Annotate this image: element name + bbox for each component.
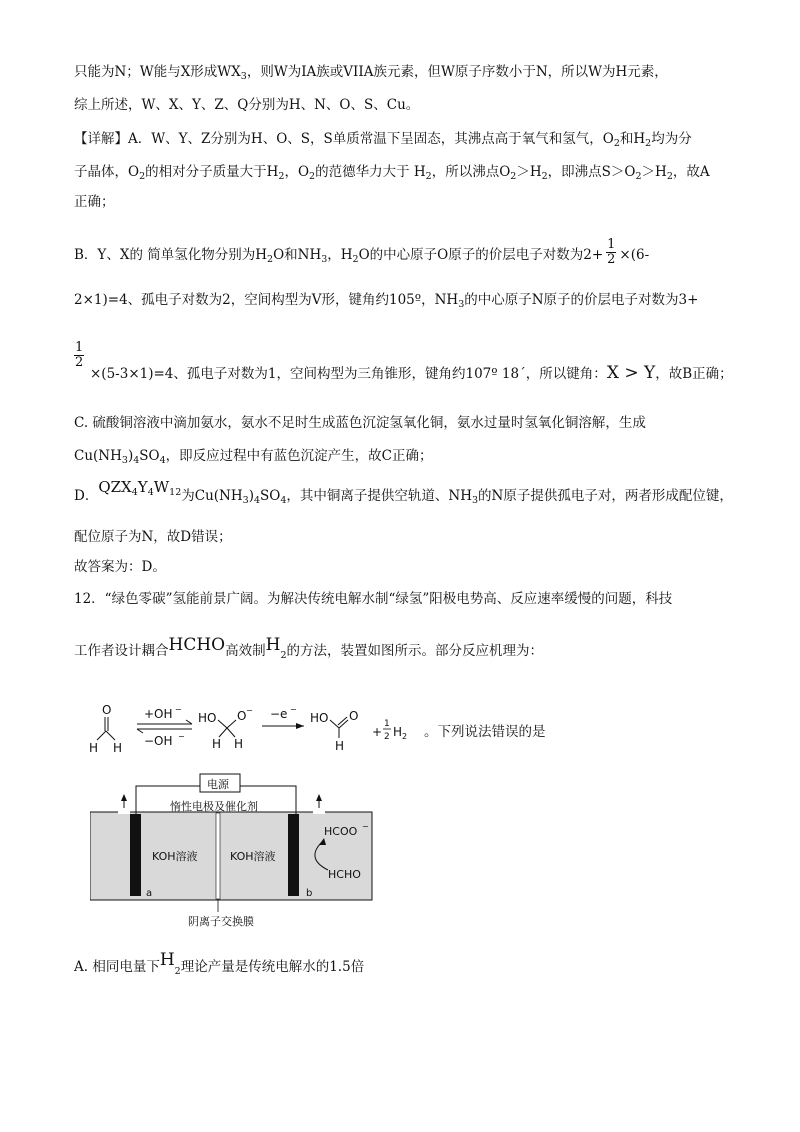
text-line-14: 12．“绿色零碳”氢能前景广阔。为解决传统电解水制“绿氢”阳极电势高、反应速率缓慢的问题，科技 <box>74 591 673 607</box>
svg-text:1: 1 <box>384 719 390 729</box>
left-solution-label: KOH溶液 <box>152 850 198 863</box>
mech-h-5: H <box>335 739 345 753</box>
mech-minus-e: −e <box>270 707 288 721</box>
right-solution-label: KOH溶液 <box>230 850 276 863</box>
text-line-2: 综上所述，W、X、Y、Z、Q分别为H、N、O、S、Cu。 <box>74 97 420 113</box>
text-line-7: 2×1)=4、孤电子对数为2，空间构型为V形，键角约105º，$NH_3$的中心原子N原子的价层电子对数为3+ <box>74 292 699 310</box>
mech-h-1: H <box>89 741 99 755</box>
text-line-12: 配位原子为N，故D错误； <box>74 529 232 545</box>
mech-minus-oh: −OH <box>144 734 173 748</box>
text-line-8: ×(5-3×1)=4、孤电子对数为1，空间构型为三角锥形，键角约107º 18´，所以键角：X > Y，故B正确； <box>90 363 733 383</box>
text-line-13: 故答案为：D。 <box>74 559 166 575</box>
electrode-a-label: a <box>146 888 153 899</box>
reaction-mechanism <box>82 700 562 760</box>
mech-ho: HO <box>198 711 217 725</box>
mech-plus: + <box>372 725 383 739</box>
option-a: A. 相同电量下$H_2$理论产量是传统电解水的1.5倍 <box>74 950 365 977</box>
electrode-b-label: b <box>306 888 313 899</box>
electrode-label: 惰性电极及催化剂 <box>170 800 258 813</box>
text-line-10: $Cu(NH_3)_4SO_4$，即反应过程中有蓝色沉淀产生，故C正确； <box>74 448 433 466</box>
text-line-15: 工作者设计耦合HCHO高效制$H_2$的方法，装置如图所示。部分反应机理为： <box>74 635 543 661</box>
svg-text:−: − <box>290 705 297 714</box>
anion-exchange-membrane <box>216 813 220 899</box>
electrode-a <box>130 814 141 896</box>
hcho-label: HCHO <box>328 868 361 881</box>
fraction-one-half: $\frac{1}{2}$ <box>607 237 616 267</box>
mech-h-2: H <box>113 741 123 755</box>
mech-o-1: O <box>102 703 112 717</box>
svg-text:2: 2 <box>384 732 390 742</box>
electrode-b <box>288 814 299 896</box>
mech-o-3: O <box>349 709 359 723</box>
svg-text:−: − <box>362 822 369 831</box>
text-line-3: 【详解】A．W、Y、Z分别为H、O、S，S单质常温下呈固态，其沸点高于氧气和氢气，$O_2$和$H_2$均为分 <box>74 131 692 149</box>
electrolysis-apparatus <box>90 770 380 930</box>
svg-text:−: − <box>246 706 253 715</box>
svg-text:−: − <box>178 732 185 741</box>
text-line-11: D．$QZX_4Y_4W_{12}$为$Cu(NH_3)_4SO_4$，其中铜离子提供空轨道、$NH_3$的N原子提供孤电子对，两者形成配位键， <box>74 478 733 506</box>
text-line-4: 子晶体，$O_2$的相对分子质量大于$H_2$，$O_2$的范德华力大于 $H_2$，所以沸点$O_2>H_2$，即沸点$S>O_2>H_2$，故A <box>74 164 710 182</box>
hcoo-label: HCOO <box>324 825 358 838</box>
membrane-label: 阴离子交换膜 <box>188 915 254 928</box>
formula-qzxyw: $QZX_4Y_4W_{12}$ <box>98 478 182 498</box>
mech-plus-oh: +OH <box>144 707 173 721</box>
mech-h2: H <box>393 725 403 739</box>
power-source-label: 电源 <box>207 778 229 791</box>
text-line-1: 只能为N；W能与X形成$WX_3$，则W为IA族或VIIA族元素，但W原子序数小于N，所以W为H元素， <box>74 64 668 82</box>
text-line-5: 正确； <box>74 194 115 210</box>
mech-ho-2: HO <box>310 711 329 725</box>
text-line-9: C. 硫酸铜溶液中滴加氨水，氨水不足时生成蓝色沉淀氢氧化铜，氨水过量时氢氧化铜溶解，生成 <box>74 415 646 431</box>
svg-text:2: 2 <box>402 732 408 741</box>
svg-text:−: − <box>175 705 182 714</box>
text-line-6: B．Y、X的 简单氢化物分别为$H_2O$和$NH_3$，$H_2O$的中心原子O原子的价层电子对数为2+ $\frac{1}{2}$ ×(6- <box>74 237 650 267</box>
fraction-one-half-2: $\frac{1}{2}$ <box>75 340 84 370</box>
mech-h-4: H <box>234 737 244 751</box>
mech-o-2: O <box>237 709 247 723</box>
mech-tail-text: 。下列说法错误的是 <box>424 724 546 740</box>
mech-h-3: H <box>212 737 222 751</box>
